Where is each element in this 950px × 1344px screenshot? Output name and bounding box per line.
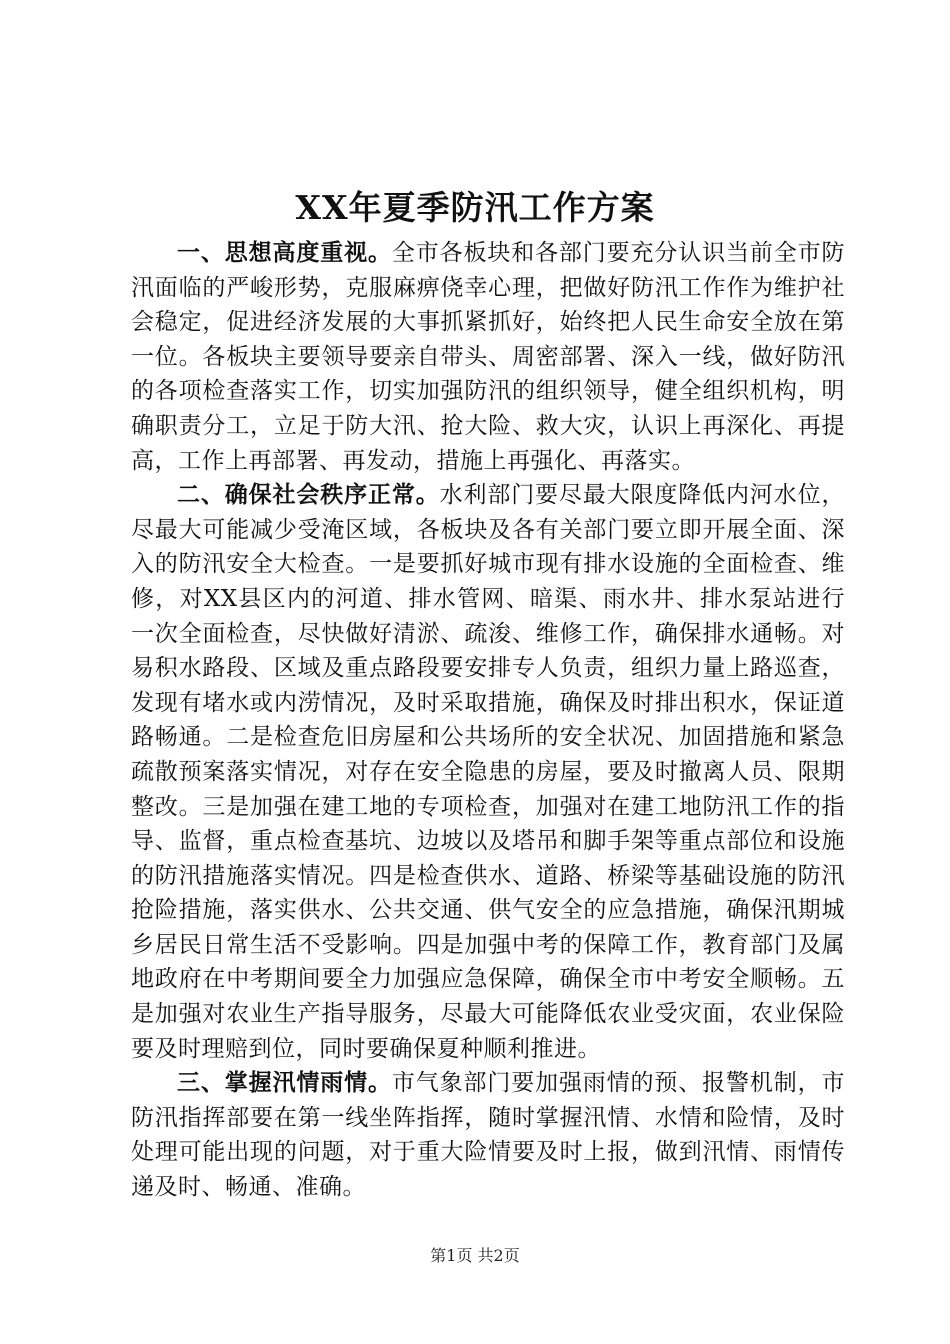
page-footer: 第1页 共2页 — [430, 1246, 520, 1265]
section-2-body: 水利部门要尽最大限度降低内河水位，尽最大可能减少受淹区域，各板块及各有关部门要立即开展全面、深入的防汛安全大检查。一是要抓好城市现有排水设施的全面检查、维修，对XX县区内的河道、排水管网、暗渠、雨水井、排水泵站进行一次全面检查，尽快做好清淤、疏浚、维修工作，确保排水通畅。对易积水路段、区域及重点路段要安排专人负责，组织力量上路巡查，发现有堵水或内涝情况，及时采取措施，确保及时排出积水，保证道路畅通。二是检查危旧房屋和公共场所的安全状况、加固措施和紧急疏散预案落实情况，对存在安全隐患的房屋，要及时撤离人员、限期整改。三是加强在建工地的专项检查，加强对在建工地防汛工作的指导、监督，重点检查基坑、边坡以及塔吊和脚手架等重点部位和设施的防汛措施落实情况。四是检查供水、道路、桥梁等基础设施的防汛抢险措施，落实供水、公共交通、供气安全的应急措施，确保汛期城乡居民日常生活不受影响。四是加强中考的保障工作，教育部门及属地政府在中考期间要全力加强应急保障，确保全市中考安全顺畅。五是加强对农业生产指导服务，尽最大可能降低农业受灾面，农业保险要及时理赔到位，同时要确保夏种顺利推进。 — [131, 482, 846, 1062]
section-3-body: 市气象部门要加强雨情的预、报警机制，市防汛指挥部要在第一线坐阵指挥，随时掌握汛情、水情和险情，及时处理可能出现的问题，对于重大险情要及时上报，做到汛情、雨情传递及时、畅通、准确。 — [131, 1070, 846, 1201]
section-3-paragraph — [131, 1066, 845, 1204]
page-title: XX年夏季防汛工作方案 — [295, 188, 655, 227]
section-2-heading: 二、确保社会秩序正常。 — [177, 481, 440, 509]
section-1-body: 全市各板块和各部门要充分认识当前全市防汛面临的严峻形势，克服麻痹侥幸心理，把做好防汛工作作为维护社会稳定，促进经济发展的大事抓紧抓好，始终把人民生命安全放在第一位。各板块主要领导要亲自带头、周密部署、深入一线，做好防汛的各项检查落实工作，切实加强防汛的组织领导，健全组织机构，明确职责分工，立足于防大汛、抢大险、救大灾，认识上再深化、再提高，工作上再部署、再发动，措施上再强化、再落实。 — [131, 240, 846, 474]
section-3-heading: 三、掌握汛情雨情。 — [177, 1069, 392, 1097]
document-body — [131, 236, 845, 1205]
section-2-paragraph — [131, 478, 845, 1066]
section-1-paragraph — [131, 236, 845, 478]
section-1-heading: 一、思想高度重视。 — [177, 239, 392, 266]
